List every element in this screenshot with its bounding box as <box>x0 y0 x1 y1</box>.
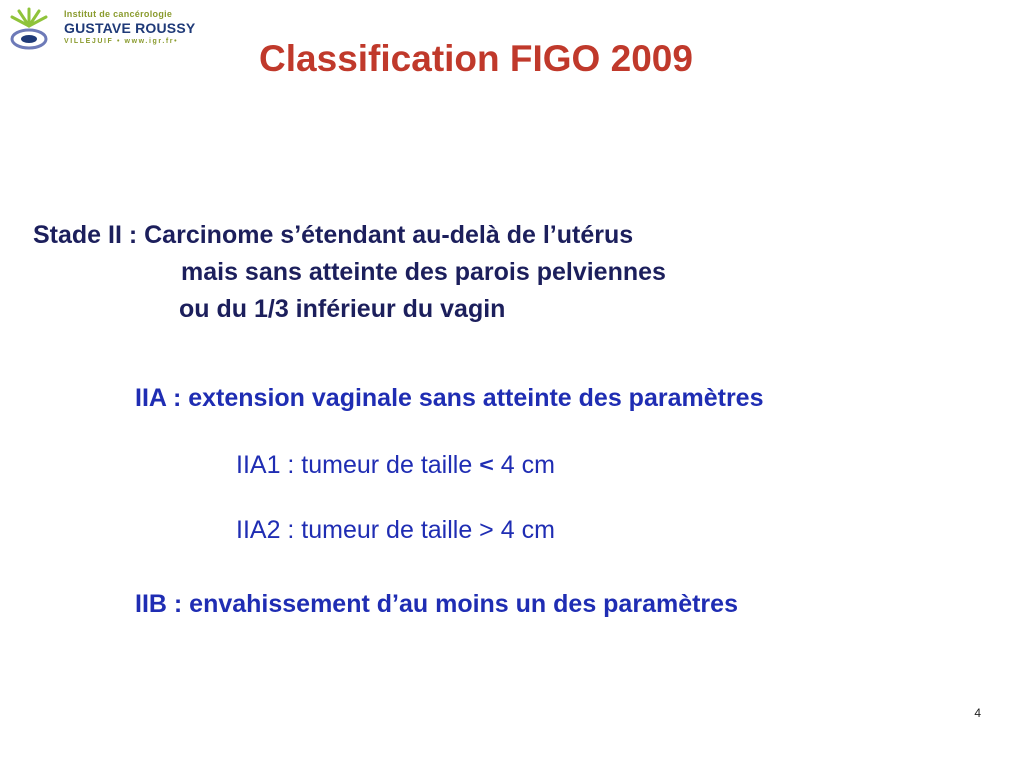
stage-line-3: ou du 1/3 inférieur du vagin <box>179 295 506 323</box>
substage-iia2: IIA2 : tumeur de taille > 4 cm <box>236 516 555 544</box>
stage-line-2: mais sans atteinte des parois pelviennes <box>181 258 666 286</box>
slide-title-text: Classification FIGO 2009 <box>259 38 693 79</box>
substage-iib: IIB : envahissement d’au moins un des paramètres <box>135 590 738 618</box>
logo-institute-label: Institut de cancérologie <box>64 9 173 19</box>
substage-iia1-text: IIA1 : tumeur de taille <box>236 451 480 479</box>
page-number: 4 <box>974 706 981 720</box>
substage-iia1-size: 4 cm <box>493 451 555 479</box>
substage-iia: IIA : extension vaginale sans atteinte des paramètres <box>135 384 764 412</box>
slide-title <box>0 38 1024 80</box>
stage-line-1: Stade II : Carcinome s’étendant au-delà de l’utérus <box>33 221 634 249</box>
logo-location: VILLEJUIF • www.igr.fr• <box>64 38 179 45</box>
logo-name: GUSTAVE ROUSSY <box>64 20 196 36</box>
stage-ii-definition <box>33 217 666 328</box>
substage-iia1 <box>236 451 555 480</box>
less-or-equal-symbol: < <box>479 453 494 477</box>
